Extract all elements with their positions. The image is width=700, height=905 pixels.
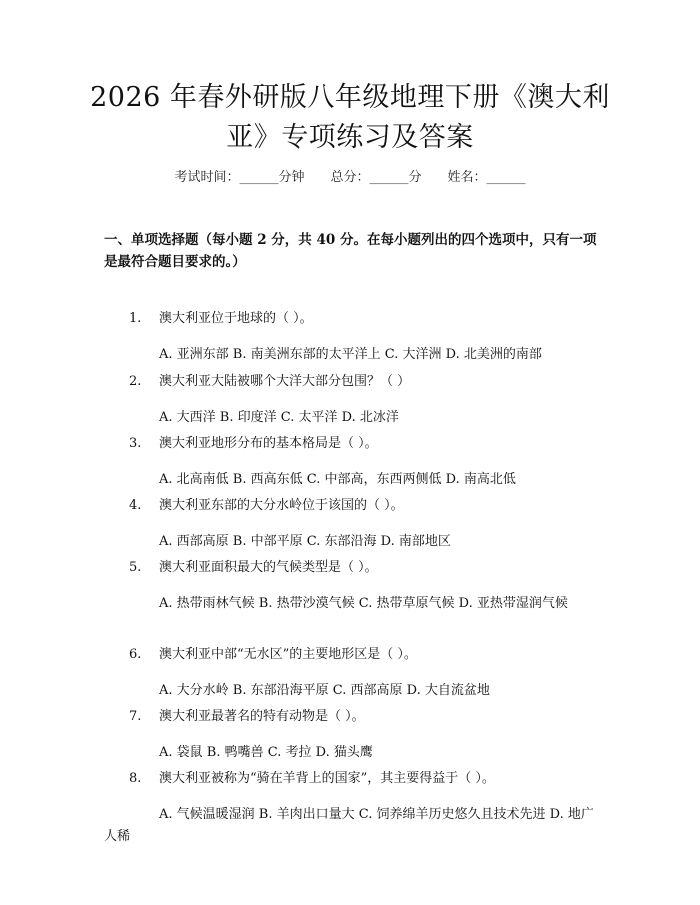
question-options: A. 热带雨林气候 B. 热带沙漠气候 C. 热带草原气候 D. 亚热带湿润气候 [159,596,568,611]
question-number: 3. [129,436,142,451]
question-text: 澳大利亚地形分布的基本格局是（ ）。 [159,436,378,451]
question-text: 澳大利亚被称为“骑在羊背上的国家”，其主要得益于（ ）。 [159,771,495,786]
question-stem [129,433,609,455]
question-number: 5. [129,560,142,575]
question-options: A. 气候温暖湿润 B. 羊肉出口量大 C. 饲养绵羊历史悠久且技术先进 D. 地广人稀 [104,807,594,844]
question-stem [129,308,609,330]
question-number: 7. [129,709,142,724]
exam-info-line [0,168,700,188]
question-number: 8. [129,771,142,786]
title-line-1: 2026 年春外研版八年级地理下册《澳大利 [90,82,610,113]
section-heading: 一、单项选择题（每小题 2 分，共 40 分。在每小题列出的四个选项中，只有一项是最符合题目要求的。） [104,232,597,270]
question-options: A. 亚洲东部 B. 南美洲东部的太平洋上 C. 大洋洲 D. 北美洲的南部 [159,347,542,362]
question-options: A. 袋鼠 B. 鸭嘴兽 C. 考拉 D. 猫头鹰 [159,745,373,760]
question-options: A. 西部高原 B. 中部平原 C. 东部沿海 D. 南部地区 [159,534,451,549]
exam-time-label: 考试时间：______分钟 [174,170,305,185]
question-number: 4. [129,498,142,513]
question-stem [129,706,609,728]
question-stem [129,768,609,790]
question-options: A. 大分水岭 B. 东部沿海平原 C. 西部高原 D. 大自流盆地 [159,683,490,698]
question-number: 2. [129,374,142,389]
question-text: 澳大利亚面积最大的气候类型是（ ）。 [159,560,378,575]
question-text: 澳大利亚位于地球的（ ）。 [159,311,313,326]
title-line-2: 亚》专项练习及答案 [226,122,474,153]
question-number: 1. [129,311,142,326]
question-text: 澳大利亚东部的大分水岭位于该国的（ ）。 [159,498,404,513]
question-stem [129,644,609,666]
question-options: A. 北高南低 B. 西高东低 C. 中部高，东西两侧低 D. 南高北低 [159,472,516,487]
question-stem [129,557,609,579]
question-stem [129,495,609,517]
question-options: A. 大西洋 B. 印度洋 C. 太平洋 D. 北冰洋 [159,410,399,425]
question-text: 澳大利亚大陆被哪个大洋大部分包围？（ ） [159,374,411,389]
question-stem [129,371,609,393]
page-title [80,78,620,158]
name-label: 姓名：______ [447,170,526,185]
total-score-label: 总分：______分 [330,170,422,185]
question-text: 澳大利亚中部“无水区”的主要地形区是（ ）。 [159,647,417,662]
question-number: 6. [129,647,142,662]
question-text: 澳大利亚最著名的特有动物是（ ）。 [159,709,365,724]
